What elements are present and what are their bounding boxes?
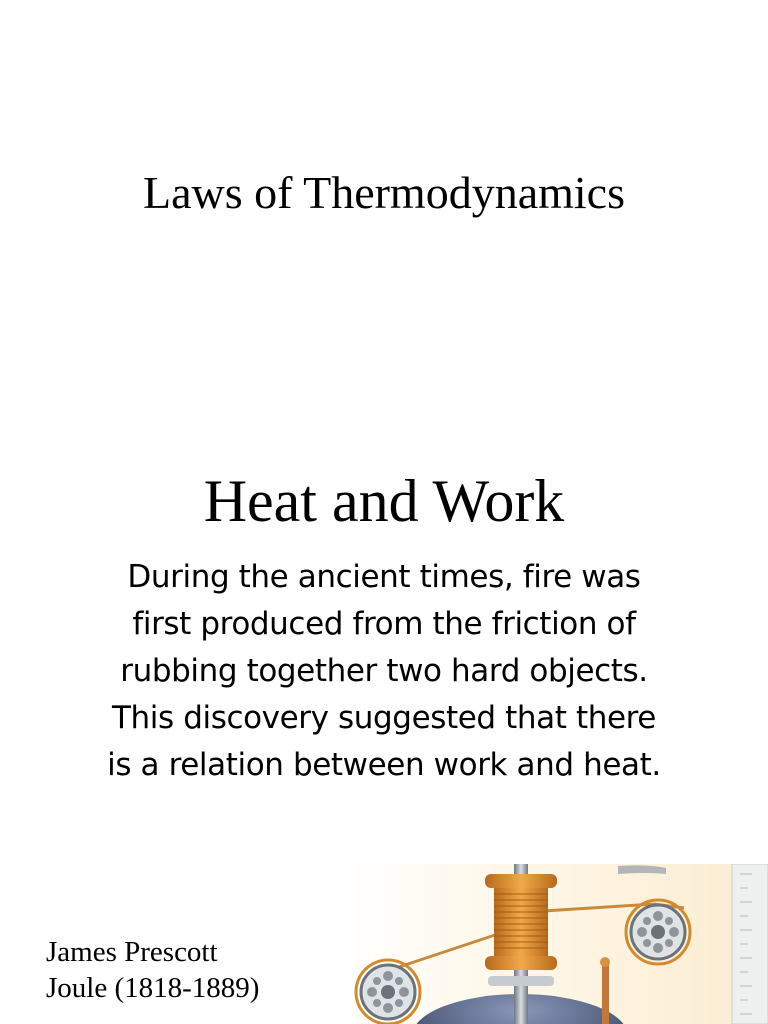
- joule-apparatus-icon: [348, 864, 768, 1024]
- body-line: rubbing together two hard objects.: [120, 653, 648, 689]
- slide-laws-of-thermodynamics: [0, 0, 768, 430]
- slide-heading: Heat and Work: [203, 468, 565, 534]
- slide-body-text: [40, 554, 728, 789]
- figure-caption: [46, 934, 259, 1006]
- body-line: is a relation between work and heat.: [107, 747, 661, 783]
- caption-line: Joule (1818-1889): [46, 972, 260, 1004]
- pulley-right-shape: [626, 900, 690, 964]
- ruler-shape: [732, 864, 768, 1024]
- body-line: first produced from the friction of: [132, 606, 636, 642]
- caption-line: James Prescott: [46, 936, 218, 968]
- body-line: During the ancient times, fire was: [127, 559, 641, 595]
- slide-heat-and-work: [0, 430, 768, 1024]
- body-line: This discovery suggested that there: [112, 700, 656, 736]
- slide-title: Laws of Thermodynamics: [142, 167, 626, 218]
- pulley-left-shape: [356, 960, 420, 1024]
- spool-shape: [494, 888, 548, 956]
